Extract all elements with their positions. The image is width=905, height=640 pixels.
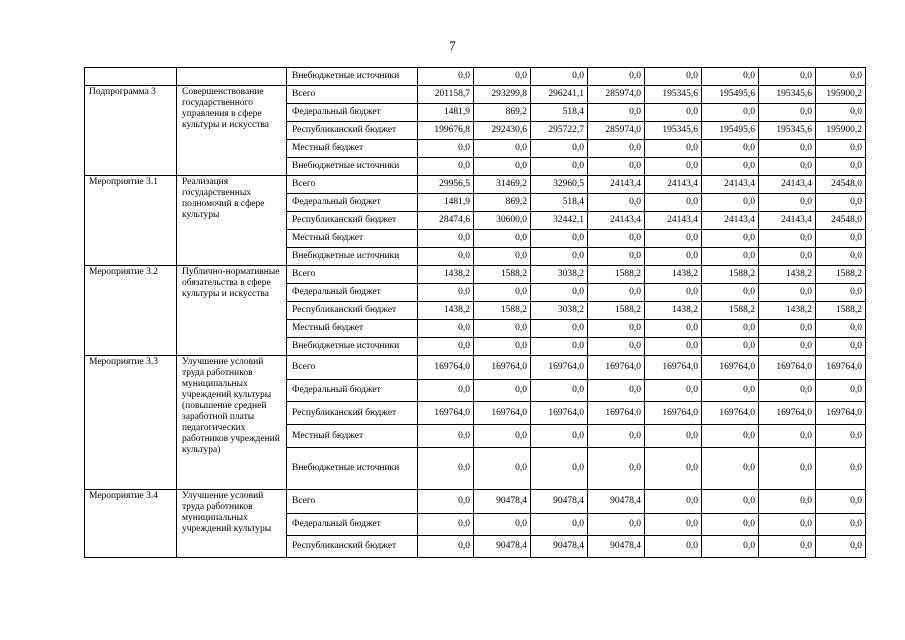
- value-cell: 0,0: [588, 448, 645, 490]
- value-cell: 1438,2: [645, 266, 702, 284]
- value-cell: 0,0: [702, 284, 759, 302]
- funding-source-cell: Федеральный бюджет: [287, 194, 418, 212]
- table-row: [85, 356, 866, 380]
- program-code-cell: Мероприятие 3.3: [85, 356, 177, 490]
- value-cell: 24143,4: [702, 212, 759, 230]
- value-cell: 90478,4: [588, 490, 645, 514]
- value-cell: 0,0: [531, 320, 588, 338]
- value-cell: 0,0: [816, 425, 866, 448]
- value-cell: 1438,2: [418, 266, 474, 284]
- value-cell: 0,0: [531, 68, 588, 86]
- funding-source-cell: Внебюджетные источники: [287, 448, 418, 490]
- value-cell: 0,0: [418, 140, 474, 158]
- value-cell: 201158,7: [418, 86, 474, 104]
- value-cell: 0,0: [702, 338, 759, 356]
- value-cell: 518,4: [531, 194, 588, 212]
- value-cell: 0,0: [531, 248, 588, 266]
- value-cell: 0,0: [418, 320, 474, 338]
- value-cell: 195345,6: [645, 86, 702, 104]
- value-cell: 0,0: [645, 194, 702, 212]
- value-cell: 292430,6: [474, 122, 531, 140]
- value-cell: 195900,2: [816, 86, 866, 104]
- funding-source-cell: Федеральный бюджет: [287, 380, 418, 402]
- value-cell: 169764,0: [474, 402, 531, 425]
- value-cell: 0,0: [474, 425, 531, 448]
- value-cell: 0,0: [759, 194, 816, 212]
- value-cell: 1588,2: [702, 266, 759, 284]
- funding-source-cell: Федеральный бюджет: [287, 284, 418, 302]
- program-name-cell: Улучшение условий труда работников муниципальных учреждений культуры: [177, 490, 287, 558]
- value-cell: 0,0: [816, 380, 866, 402]
- program-code-cell: Мероприятие 3.2: [85, 266, 177, 356]
- value-cell: 1588,2: [588, 302, 645, 320]
- value-cell: 0,0: [418, 68, 474, 86]
- funding-source-cell: Внебюджетные источники: [287, 68, 418, 86]
- value-cell: 1481,9: [418, 194, 474, 212]
- value-cell: 0,0: [759, 490, 816, 514]
- value-cell: 0,0: [645, 448, 702, 490]
- value-cell: 28474,6: [418, 212, 474, 230]
- value-cell: 0,0: [759, 338, 816, 356]
- value-cell: 0,0: [645, 338, 702, 356]
- funding-source-cell: Всего: [287, 356, 418, 380]
- value-cell: 1438,2: [418, 302, 474, 320]
- value-cell: 293299,8: [474, 86, 531, 104]
- program-name-cell: Публично-нормативные обязательства в сфере культуры и искусства: [177, 266, 287, 356]
- value-cell: 0,0: [588, 68, 645, 86]
- value-cell: 0,0: [645, 230, 702, 248]
- value-cell: 0,0: [645, 536, 702, 558]
- value-cell: 0,0: [531, 380, 588, 402]
- value-cell: 0,0: [531, 140, 588, 158]
- value-cell: 0,0: [702, 320, 759, 338]
- value-cell: 0,0: [418, 380, 474, 402]
- value-cell: 169764,0: [816, 402, 866, 425]
- value-cell: 0,0: [702, 425, 759, 448]
- funding-source-cell: Федеральный бюджет: [287, 514, 418, 536]
- value-cell: 0,0: [588, 320, 645, 338]
- value-cell: 169764,0: [588, 402, 645, 425]
- value-cell: 0,0: [816, 490, 866, 514]
- value-cell: 1588,2: [702, 302, 759, 320]
- funding-source-cell: Всего: [287, 490, 418, 514]
- value-cell: 0,0: [418, 425, 474, 448]
- value-cell: 24143,4: [645, 212, 702, 230]
- value-cell: 169764,0: [645, 402, 702, 425]
- value-cell: 0,0: [702, 68, 759, 86]
- value-cell: 1588,2: [474, 302, 531, 320]
- value-cell: 30600,0: [474, 212, 531, 230]
- value-cell: 0,0: [759, 425, 816, 448]
- value-cell: 0,0: [816, 104, 866, 122]
- funding-source-cell: Всего: [287, 86, 418, 104]
- value-cell: 0,0: [531, 158, 588, 176]
- funding-source-cell: Республиканский бюджет: [287, 536, 418, 558]
- value-cell: 1588,2: [588, 266, 645, 284]
- value-cell: 169764,0: [418, 356, 474, 380]
- table-row: [85, 266, 866, 284]
- value-cell: 24143,4: [645, 176, 702, 194]
- value-cell: 0,0: [531, 425, 588, 448]
- funding-source-cell: Местный бюджет: [287, 320, 418, 338]
- value-cell: 0,0: [474, 68, 531, 86]
- value-cell: 285974,0: [588, 86, 645, 104]
- program-code-cell: Мероприятие 3.4: [85, 490, 177, 558]
- table-row: [85, 86, 866, 104]
- value-cell: 0,0: [418, 230, 474, 248]
- value-cell: 0,0: [588, 425, 645, 448]
- value-cell: 0,0: [702, 490, 759, 514]
- value-cell: 32960,5: [531, 176, 588, 194]
- value-cell: 0,0: [702, 536, 759, 558]
- value-cell: 0,0: [645, 380, 702, 402]
- value-cell: 0,0: [816, 514, 866, 536]
- value-cell: 0,0: [645, 104, 702, 122]
- value-cell: 0,0: [702, 248, 759, 266]
- value-cell: 0,0: [759, 68, 816, 86]
- value-cell: 0,0: [702, 380, 759, 402]
- value-cell: 24143,4: [702, 176, 759, 194]
- value-cell: 0,0: [759, 380, 816, 402]
- value-cell: 0,0: [531, 284, 588, 302]
- value-cell: 24143,4: [759, 212, 816, 230]
- value-cell: 0,0: [531, 230, 588, 248]
- value-cell: 0,0: [645, 425, 702, 448]
- program-code-cell: Мероприятие 3.1: [85, 176, 177, 266]
- funding-source-cell: Всего: [287, 176, 418, 194]
- program-name-cell: Улучшение условий труда работников муниципальных учреждений культуры (повышение средней заработной платы педагогических работников учреждений культура): [177, 356, 287, 490]
- value-cell: 24548,0: [816, 176, 866, 194]
- value-cell: 169764,0: [759, 356, 816, 380]
- value-cell: 0,0: [588, 284, 645, 302]
- funding-source-cell: Федеральный бюджет: [287, 104, 418, 122]
- funding-source-cell: Внебюджетные источники: [287, 248, 418, 266]
- value-cell: 0,0: [588, 514, 645, 536]
- value-cell: 0,0: [645, 158, 702, 176]
- value-cell: 0,0: [645, 320, 702, 338]
- value-cell: 169764,0: [702, 356, 759, 380]
- program-name-cell: [177, 68, 287, 86]
- value-cell: 0,0: [702, 514, 759, 536]
- value-cell: 0,0: [418, 514, 474, 536]
- value-cell: 0,0: [759, 448, 816, 490]
- value-cell: 0,0: [531, 514, 588, 536]
- value-cell: 0,0: [816, 338, 866, 356]
- value-cell: 90478,4: [588, 536, 645, 558]
- value-cell: 0,0: [418, 490, 474, 514]
- value-cell: 0,0: [588, 194, 645, 212]
- value-cell: 0,0: [702, 158, 759, 176]
- value-cell: 0,0: [816, 284, 866, 302]
- value-cell: 195495,6: [702, 122, 759, 140]
- value-cell: 0,0: [759, 536, 816, 558]
- value-cell: 0,0: [645, 514, 702, 536]
- value-cell: 195345,6: [759, 86, 816, 104]
- value-cell: 0,0: [474, 320, 531, 338]
- value-cell: 0,0: [702, 448, 759, 490]
- value-cell: 0,0: [531, 338, 588, 356]
- value-cell: 869,2: [474, 104, 531, 122]
- value-cell: 0,0: [474, 140, 531, 158]
- value-cell: 869,2: [474, 194, 531, 212]
- value-cell: 0,0: [531, 448, 588, 490]
- value-cell: 0,0: [474, 380, 531, 402]
- value-cell: 169764,0: [474, 356, 531, 380]
- value-cell: 296241,1: [531, 86, 588, 104]
- value-cell: 0,0: [759, 104, 816, 122]
- value-cell: 169764,0: [531, 356, 588, 380]
- value-cell: 0,0: [702, 104, 759, 122]
- program-code-cell: Подпрограмма 3: [85, 86, 177, 176]
- value-cell: 1438,2: [759, 266, 816, 284]
- value-cell: 0,0: [645, 284, 702, 302]
- value-cell: 24143,4: [759, 176, 816, 194]
- value-cell: 0,0: [588, 158, 645, 176]
- value-cell: 169764,0: [816, 356, 866, 380]
- funding-source-cell: Всего: [287, 266, 418, 284]
- value-cell: 1588,2: [816, 266, 866, 284]
- value-cell: 0,0: [474, 338, 531, 356]
- value-cell: 169764,0: [645, 356, 702, 380]
- value-cell: 0,0: [474, 284, 531, 302]
- value-cell: 90478,4: [531, 490, 588, 514]
- budget-table: [84, 67, 866, 558]
- table-row: [85, 176, 866, 194]
- value-cell: 90478,4: [474, 490, 531, 514]
- value-cell: 0,0: [702, 140, 759, 158]
- value-cell: 0,0: [474, 230, 531, 248]
- value-cell: 0,0: [759, 140, 816, 158]
- value-cell: 0,0: [645, 68, 702, 86]
- value-cell: 0,0: [474, 158, 531, 176]
- value-cell: 0,0: [816, 140, 866, 158]
- value-cell: 0,0: [418, 158, 474, 176]
- value-cell: 169764,0: [588, 356, 645, 380]
- value-cell: 1438,2: [645, 302, 702, 320]
- value-cell: 295722,7: [531, 122, 588, 140]
- value-cell: 3038,2: [531, 266, 588, 284]
- value-cell: 1588,2: [474, 266, 531, 284]
- program-name-cell: Реализация государственных полномочий в сфере культуры: [177, 176, 287, 266]
- value-cell: 0,0: [645, 140, 702, 158]
- value-cell: 0,0: [759, 320, 816, 338]
- funding-source-cell: Внебюджетные источники: [287, 338, 418, 356]
- value-cell: 1438,2: [759, 302, 816, 320]
- value-cell: 518,4: [531, 104, 588, 122]
- funding-source-cell: Местный бюджет: [287, 140, 418, 158]
- value-cell: 285974,0: [588, 122, 645, 140]
- value-cell: 0,0: [816, 536, 866, 558]
- value-cell: 0,0: [588, 380, 645, 402]
- value-cell: 90478,4: [531, 536, 588, 558]
- value-cell: 195345,6: [645, 122, 702, 140]
- value-cell: 0,0: [816, 158, 866, 176]
- value-cell: 0,0: [816, 230, 866, 248]
- value-cell: 0,0: [759, 284, 816, 302]
- value-cell: 24548,0: [816, 212, 866, 230]
- value-cell: 169764,0: [531, 402, 588, 425]
- value-cell: 0,0: [588, 104, 645, 122]
- value-cell: 0,0: [418, 248, 474, 266]
- value-cell: 32442,1: [531, 212, 588, 230]
- value-cell: 169764,0: [418, 402, 474, 425]
- value-cell: 0,0: [645, 248, 702, 266]
- funding-source-cell: Республиканский бюджет: [287, 402, 418, 425]
- value-cell: 0,0: [759, 248, 816, 266]
- value-cell: 1588,2: [816, 302, 866, 320]
- value-cell: 0,0: [816, 248, 866, 266]
- value-cell: 0,0: [418, 284, 474, 302]
- value-cell: 0,0: [588, 230, 645, 248]
- value-cell: 195495,6: [702, 86, 759, 104]
- value-cell: 0,0: [474, 248, 531, 266]
- value-cell: 0,0: [759, 514, 816, 536]
- value-cell: 24143,4: [588, 176, 645, 194]
- program-code-cell: [85, 68, 177, 86]
- value-cell: 0,0: [816, 448, 866, 490]
- value-cell: 90478,4: [474, 536, 531, 558]
- value-cell: 0,0: [474, 514, 531, 536]
- value-cell: 31469,2: [474, 176, 531, 194]
- funding-source-cell: Республиканский бюджет: [287, 212, 418, 230]
- value-cell: 0,0: [816, 194, 866, 212]
- funding-source-cell: Республиканский бюджет: [287, 122, 418, 140]
- table-row: [85, 490, 866, 514]
- funding-source-cell: Внебюджетные источники: [287, 158, 418, 176]
- value-cell: 0,0: [474, 448, 531, 490]
- value-cell: 0,0: [418, 448, 474, 490]
- value-cell: 29956,5: [418, 176, 474, 194]
- value-cell: 0,0: [418, 536, 474, 558]
- value-cell: 1481,9: [418, 104, 474, 122]
- table-row: [85, 68, 866, 86]
- value-cell: 3038,2: [531, 302, 588, 320]
- value-cell: 0,0: [588, 248, 645, 266]
- funding-source-cell: Местный бюджет: [287, 230, 418, 248]
- value-cell: 0,0: [702, 194, 759, 212]
- value-cell: 0,0: [816, 68, 866, 86]
- value-cell: 195900,2: [816, 122, 866, 140]
- funding-source-cell: Республиканский бюджет: [287, 302, 418, 320]
- value-cell: 0,0: [702, 230, 759, 248]
- value-cell: 0,0: [759, 230, 816, 248]
- value-cell: 0,0: [816, 320, 866, 338]
- value-cell: 0,0: [588, 140, 645, 158]
- value-cell: 24143,4: [588, 212, 645, 230]
- value-cell: 0,0: [418, 338, 474, 356]
- funding-source-cell: Местный бюджет: [287, 425, 418, 448]
- value-cell: 0,0: [588, 338, 645, 356]
- program-name-cell: Совершенствование государственного управления в сфере культуры и искусства: [177, 86, 287, 176]
- value-cell: 0,0: [759, 158, 816, 176]
- value-cell: 195345,6: [759, 122, 816, 140]
- value-cell: 0,0: [645, 490, 702, 514]
- budget-table-body: [85, 68, 866, 558]
- value-cell: 199676,8: [418, 122, 474, 140]
- value-cell: 169764,0: [702, 402, 759, 425]
- page-number: 7: [449, 38, 456, 53]
- value-cell: 169764,0: [759, 402, 816, 425]
